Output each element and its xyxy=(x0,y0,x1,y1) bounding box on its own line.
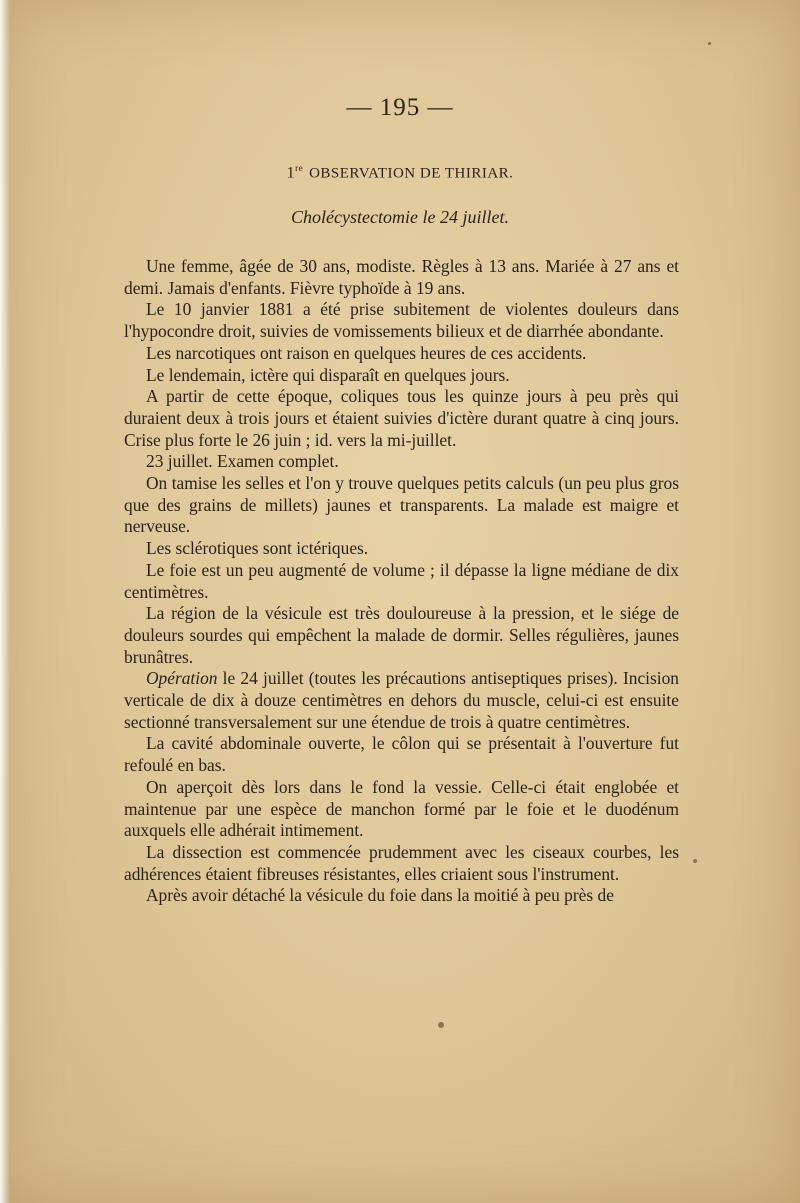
observation-title-text: OBSERVATION DE THIRIAR. xyxy=(309,165,514,182)
paragraph-text: La cavité abdominale ouverte, le côlon qui se présentait à l'ouverture fut refoulé en bas. xyxy=(124,733,679,776)
paragraph-text: Les narcotiques ont raison en quelques heures de ces accidents. xyxy=(146,342,587,363)
paragraph xyxy=(124,256,679,299)
paragraph xyxy=(124,603,679,668)
paragraph xyxy=(124,343,679,365)
paragraph-text: On aperçoit dès lors dans le fond la vessie. Celle-ci était englobée et maintenue par une espèce de manchon formé par le foie et le duodénum auxquels elle adhérait intimement. xyxy=(124,776,679,841)
paragraph-lead-italic: Opération xyxy=(146,668,218,689)
paragraph-text: On tamise les selles et l'on y trouve quelques petits calculs (un peu plus gros que des grains de millets) jaunes et transparents. La malade est maigre et nerveuse. xyxy=(124,473,679,537)
observation-ordinal-suffix: re xyxy=(295,163,304,173)
paragraph xyxy=(124,885,679,907)
paragraph xyxy=(124,451,679,473)
paragraph xyxy=(124,473,679,538)
body-text xyxy=(124,256,679,907)
observation-ordinal: 1 xyxy=(286,164,296,182)
paragraph-text: Le 10 janvier 1881 a été prise subitement de violentes douleurs dans l'hypocondre droit, suivies de vomissements bilieux et de diarrhée abondante. xyxy=(124,299,679,342)
ink-speck xyxy=(693,859,697,863)
paragraph xyxy=(124,733,679,776)
paragraph-text: Le lendemain, ictère qui disparaît en quelques jours. xyxy=(146,364,510,385)
paragraph-text: La région de la vésicule est très douloureuse à la pression, et le siége de douleurs sourdes qui empêchent la malade de dormir. Selles régulières, jaunes brunâtres. xyxy=(124,603,679,667)
paragraph xyxy=(124,538,679,560)
paragraph xyxy=(124,560,679,603)
paragraph-text: Les sclérotiques sont ictériques. xyxy=(146,538,369,559)
paragraph xyxy=(124,365,679,387)
paragraph-text: Le foie est un peu augmenté de volume ; il dépasse la ligne médiane de dix centimètres. xyxy=(124,559,679,602)
paragraph xyxy=(124,842,679,885)
paragraph-text: Après avoir détaché la vésicule du foie dans la moitié à peu près de xyxy=(146,885,614,906)
paragraph xyxy=(124,299,679,342)
ink-speck xyxy=(708,42,711,45)
paragraph-text: A partir de cette époque, coliques tous les quinze jours à peu près qui duraient deux à trois jours et étaient suivies d'ictère durant quatre à cinq jours. Crise plus forte le 26 juin ; id. vers la mi-juillet. xyxy=(124,386,679,450)
paragraph xyxy=(124,386,679,451)
paragraph-text: le 24 juillet (toutes les précautions antiseptiques prises). Incision verticale de dix à douze centimètres en dehors du muscle, celui-ci est ensuite sectionné transversalement sur une étendue de trois à quatre centimètres. xyxy=(124,668,679,732)
paragraph-text: La dissection est commencée prudemment avec les ciseaux courbes, les adhérences étaient fibreuses résistantes, elles criaient sous l'instrument. xyxy=(124,841,679,884)
observation-title xyxy=(0,163,800,182)
paragraph-text: Une femme, âgée de 30 ans, modiste. Règles à 13 ans. Mariée à 27 ans et demi. Jamais d'enfants. Fièvre typhoïde à 19 ans. xyxy=(124,256,679,298)
observation-subtitle: Cholécystectomie le 24 juillet. xyxy=(291,207,509,227)
paragraph-text: 23 juillet. Examen complet. xyxy=(146,451,339,472)
paragraph xyxy=(124,777,679,842)
page-number: — 195 — xyxy=(346,94,454,121)
ink-speck xyxy=(438,1022,444,1028)
paragraph xyxy=(124,668,679,733)
